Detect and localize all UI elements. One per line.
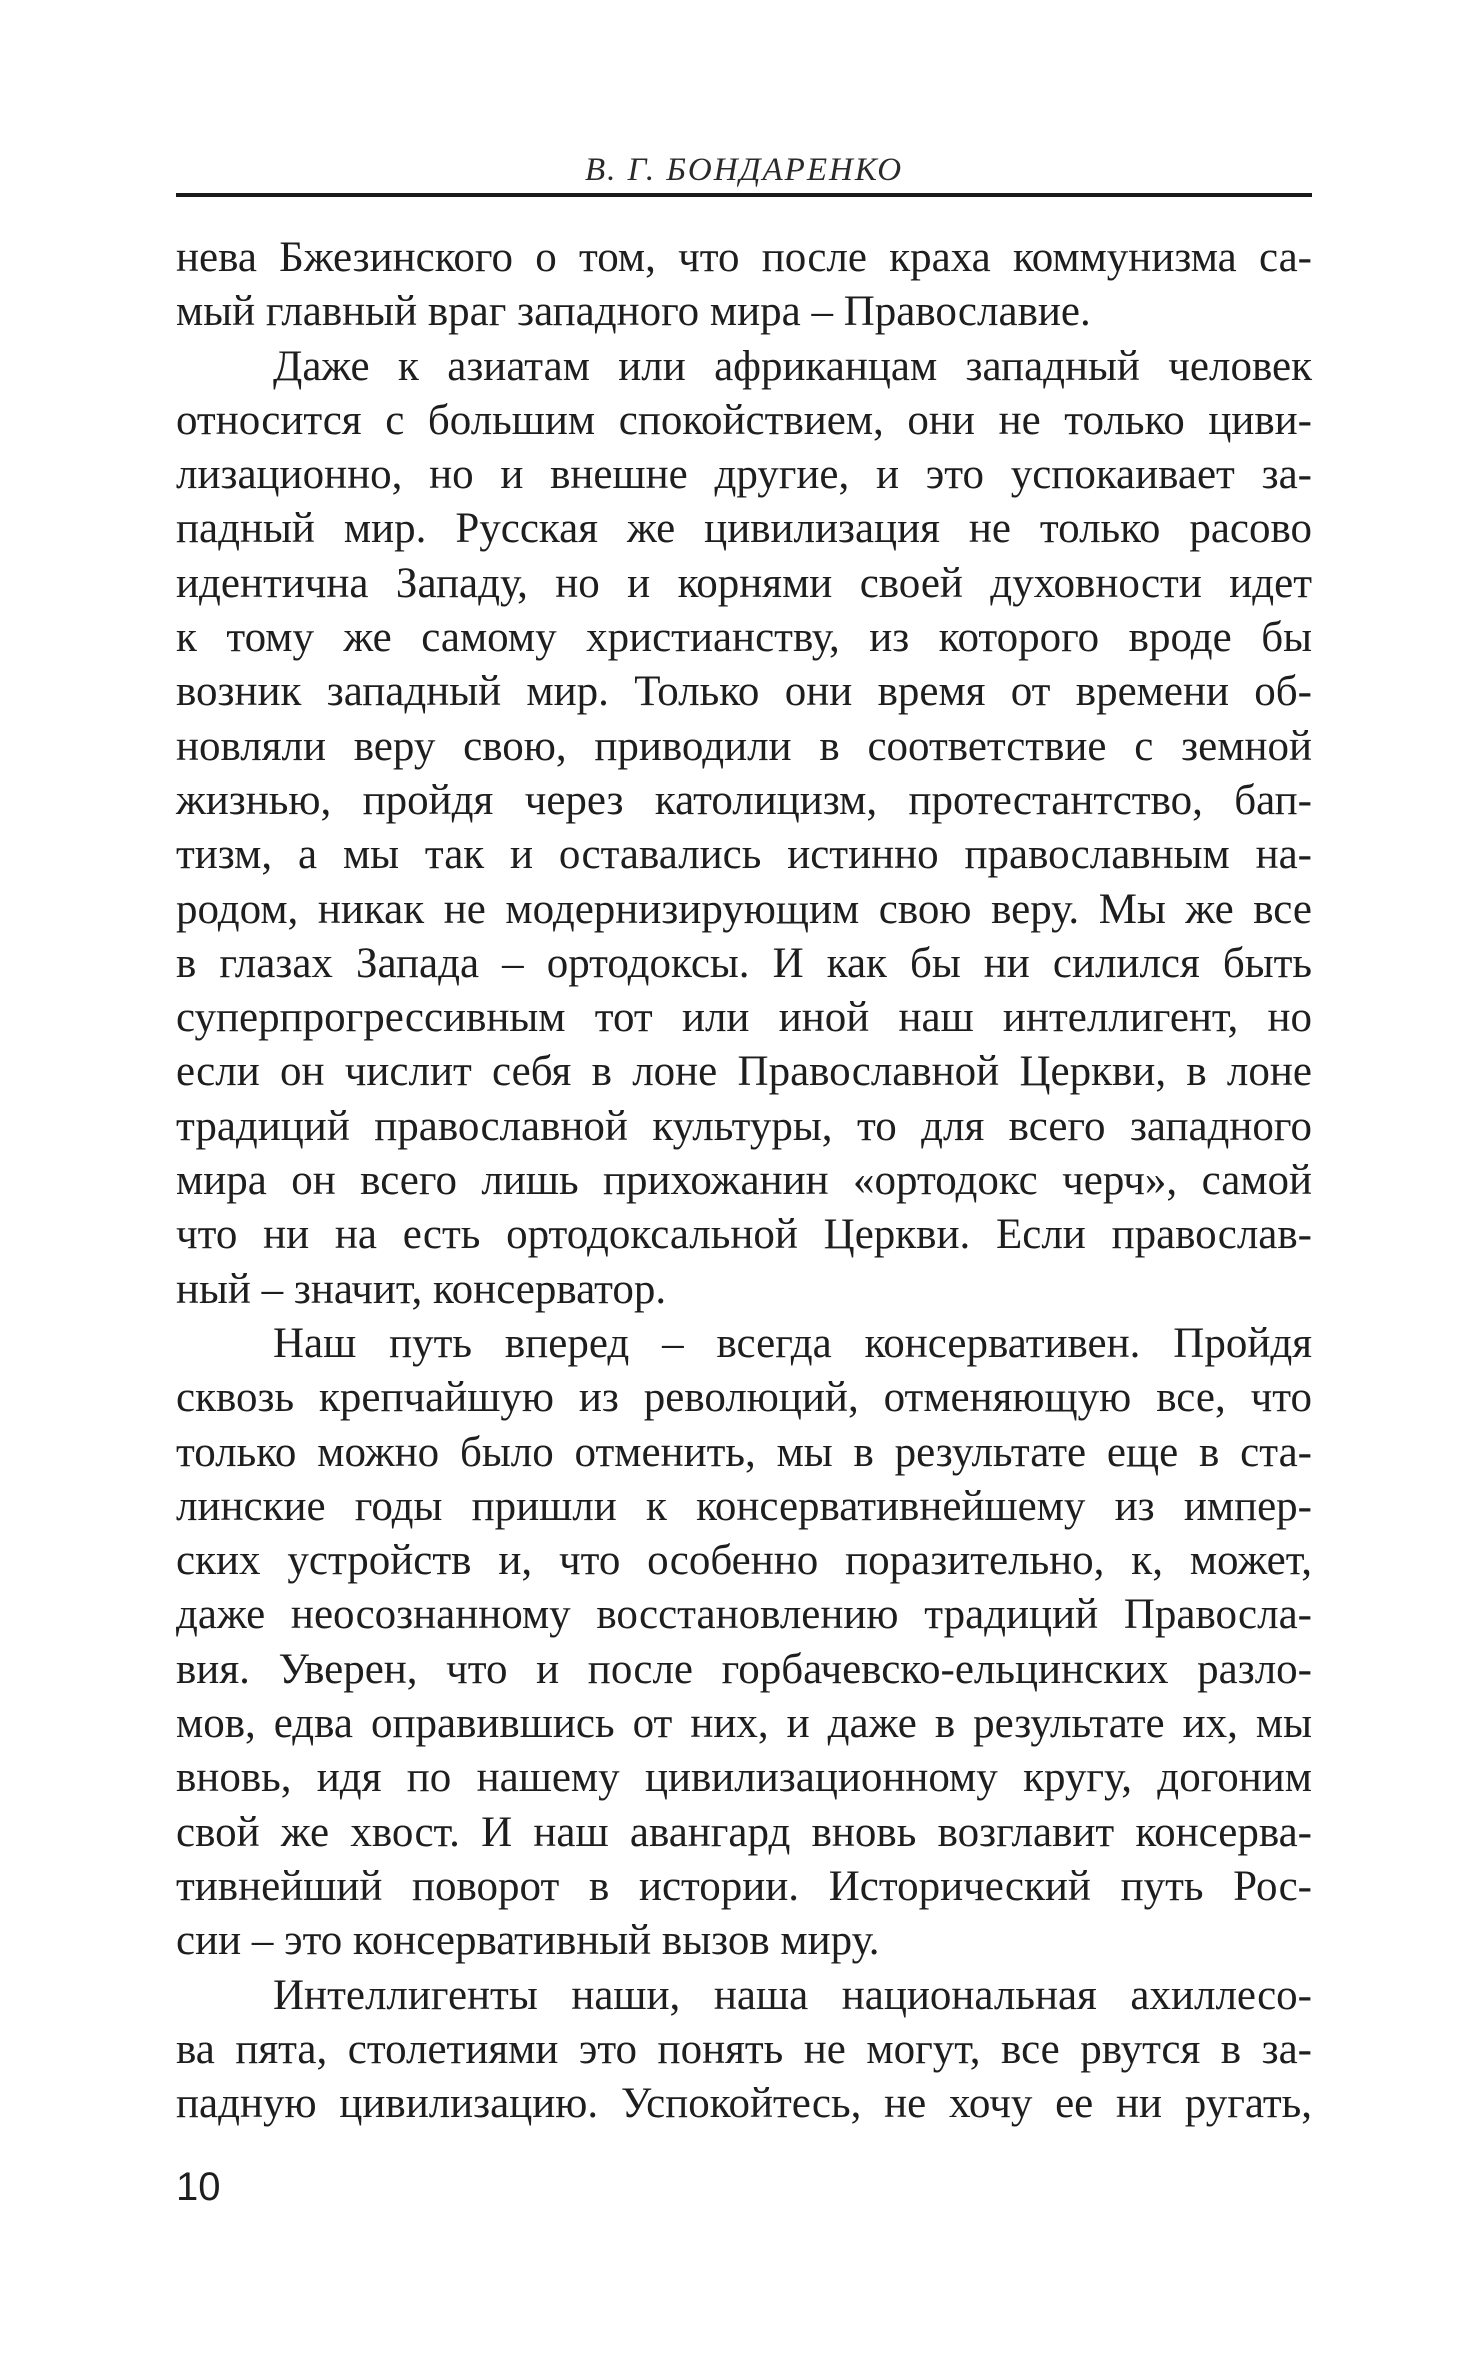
text-line: вновь, идя по нашему цивилизационному кругу, догоним (176, 1754, 1312, 1802)
text-line: относится с большим спокойствием, они не только циви- (176, 396, 1312, 444)
text-line: ских устройств и, что особенно поразительно, к, может, (176, 1537, 1312, 1585)
body-text (176, 231, 1312, 2131)
text-line: нева Бжезинского о том, что после краха коммунизма са- (176, 234, 1312, 281)
page-number: 10 (176, 2165, 221, 2209)
text-line: сквозь крепчайшую из революций, отменяющую все, что (176, 1374, 1312, 1422)
text-line: тивнейший поворот в истории. Исторический путь Рос- (176, 1862, 1312, 1910)
text-line: даже неосознанному восстановлению традиций Правосла- (176, 1591, 1312, 1639)
running-title: В. Г. БОНДАРЕНКО (584, 152, 904, 188)
text-line: лизационно, но и внешне другие, и это успокаивает за- (176, 451, 1312, 499)
text-line: только можно было отменить, мы в результате еще в ста- (176, 1428, 1312, 1476)
text-line: что ни на есть ортодоксальной Церкви. Если православ- (176, 1211, 1312, 1259)
text-line: идентична Западу, но и корнями своей духовности идет (176, 559, 1312, 607)
text-line: падный мир. Русская же цивилизация не только расово (176, 505, 1312, 553)
text-line: традиций православной культуры, то для всего западного (176, 1102, 1312, 1150)
text-line: мира он всего лишь прихожанин «ортодокс черч», самой (176, 1157, 1312, 1205)
text-line: ва пята, столетиями это понять не могут, все рвутся в за- (176, 2025, 1312, 2073)
text-line: к тому же самому христианству, из которого вроде бы (176, 614, 1312, 662)
text-line: родом, никак не модернизирующим свою веру. Мы же все (176, 885, 1312, 933)
text-line: свой же хвост. И наш авангард вновь возглавит консерва- (176, 1808, 1312, 1856)
text-line: сии – это консервативный вызов миру. (176, 1917, 880, 1965)
text-line: новляли веру свою, приводили в соответствие с земной (176, 722, 1312, 770)
text-line: Наш путь вперед – всегда консервативен. Пройдя (273, 1319, 1312, 1367)
paragraph (176, 231, 1312, 340)
text-line: Даже к азиатам или африканцам западный человек (273, 342, 1312, 390)
text-line: жизнью, пройдя через католицизм, протестантство, бап- (176, 776, 1312, 824)
text-line: в глазах Запада – ортодоксы. И как бы ни силился быть (176, 939, 1312, 987)
paragraph (176, 340, 1312, 1317)
text-line: возник западный мир. Только они время от времени об- (176, 668, 1312, 716)
text-line: Интеллигенты наши, наша национальная ахиллесо- (273, 1971, 1312, 2019)
paragraph (176, 1317, 1312, 1969)
text-line: падную цивилизацию. Успокойтесь, не хочу ее ни ругать, (176, 2080, 1312, 2128)
text-line: если он числит себя в лоне Православной Церкви, в лоне (176, 1048, 1312, 1096)
text-line: тизм, а мы так и оставались истинно православным на- (176, 831, 1312, 879)
text-line: линские годы пришли к консервативнейшему из импер- (176, 1482, 1312, 1530)
header-rule (176, 193, 1312, 197)
text-line: ный – значит, консерватор. (176, 1265, 667, 1313)
text-line: вия. Уверен, что и после горбачевско-ельцинских разло- (176, 1645, 1312, 1693)
text-line: суперпрогрессивным тот или иной наш интеллигент, но (176, 994, 1312, 1042)
text-line: мый главный враг западного мира – Православие. (176, 288, 1091, 336)
text-line: мов, едва оправившись от них, и даже в результате их, мы (176, 1700, 1312, 1748)
paragraph (176, 1969, 1312, 2132)
